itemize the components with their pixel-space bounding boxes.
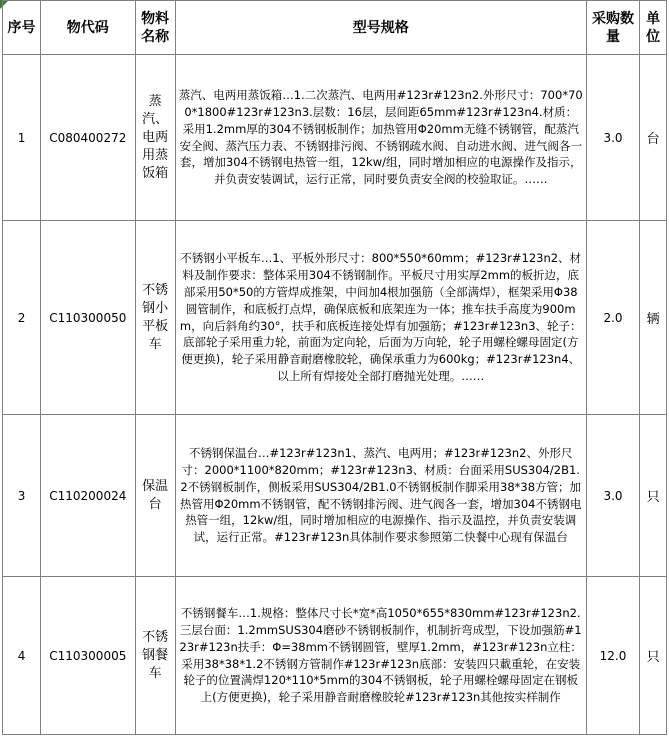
header-unit: 单位 — [640, 1, 667, 55]
cell-unit: 台 — [640, 55, 667, 221]
cell-spec: 不锈钢餐车…1.规格：整体尺寸长*宽*高1050*655*830mm#123r#123n2.三层台面：1.2mmSUS304磨砂不锈钢板制作，机制折弯成型，下设加强筋#123r#123n扶手：Φ=38mm不锈钢圆管，壁厚1.2mm，#123r#123n立柱：采用38*38*1.2不锈钢方管制作#123r#123n底部：安装四只載重轮，在安装轮子的位置满焊120*110*5mm的304不锈钢板，轮子用螺栓螺母固定在钢板上(方便更换)，轮子采用静音耐磨橡胶轮#123r#123n其他按实样制作 — [175, 577, 586, 735]
header-spec: 型号规格 — [175, 1, 586, 55]
cell-name: 不锈钢餐车 — [135, 577, 175, 735]
cell-code: C110300005 — [41, 577, 136, 735]
cell-spec: 不锈钢小平板车…1、平板外形尺寸：800*550*60mm；#123r#123n2、材料及制作要求：整体采用304不锈钢制作。平板尺寸用实厚2mm的板折边，底部采用50*50的方管焊成推架，中间加4根加强筋（全部满焊），框架采用Φ38圆管制作，和底板打点焊，确保底板和底架连为一体；推车扶手高度为900mm，向后斜角约30°，扶手和底板连接处焊有加强筋；#123r#123n3、轮子：底部轮子采用重力轮，前面为定向轮，后面为万向轮，轮子用螺栓螺母固定(方便更换)，轮子采用静音耐磨橡胶轮，确保承重力为600kg；#123r#123n4、以上所有焊接处全部打磨抛光处理。…… — [175, 221, 586, 415]
table-row — [3, 415, 667, 577]
table-row — [3, 221, 667, 415]
cell-code: C080400272 — [41, 55, 136, 221]
cell-seq: 3 — [3, 415, 41, 577]
header-row — [3, 1, 667, 55]
header-code: 物代码 — [41, 1, 136, 55]
header-seq: 序号 — [3, 1, 41, 55]
cell-qty: 3.0 — [586, 55, 639, 221]
cell-spec: 蒸汽、电两用蒸饭箱…1.二次蒸汽、电两用#123r#123n2.外形尺寸：700*700*1800#123r#123n3.层数：16层，层间距65mm#123r#123n4.材质：采用1.2mm厚的304不锈钢板制作；加热管用Φ20mm无缝不锈钢管，配蒸汽安全阀、蒸汽压力表、不锈钢排污阀、不锈钢疏水阀、自动进水阀、进气阀各一套，增加304不锈钢电热管一组，12kw/组，同时增加相应的电源操作及指示，并负责安装调试，运行正常，同时要负责安全阀的校验取证。…… — [175, 55, 586, 221]
cell-qty: 12.0 — [586, 577, 639, 735]
cell-qty: 3.0 — [586, 415, 639, 577]
cell-qty: 2.0 — [586, 221, 639, 415]
cell-seq: 1 — [3, 55, 41, 221]
cell-unit: 只 — [640, 415, 667, 577]
header-qty: 采购数量 — [586, 1, 639, 55]
cell-name: 蒸汽、电两用蒸饭箱 — [135, 55, 175, 221]
procurement-table — [2, 0, 667, 735]
cell-code: C110300050 — [41, 221, 136, 415]
cell-seq: 4 — [3, 577, 41, 735]
header-name: 物料名称 — [135, 1, 175, 55]
cell-unit: 辆 — [640, 221, 667, 415]
cell-unit: 只 — [640, 577, 667, 735]
cell-seq: 2 — [3, 221, 41, 415]
table-row — [3, 55, 667, 221]
cell-spec: 不锈钢保温台…#123r#123n1、蒸汽、电两用；#123r#123n2、外形尺寸：2000*1100*820mm；#123r#123n3、材质：台面采用SUS304/2B1.2不锈钢板制作，侧板采用SUS304/2B1.0不锈钢板制作脚采用38*38方管；加热管用Φ20mm不锈钢管，配不锈钢排污阀、进气阀各一套，增加304不锈钢电热管一组，12kw/组，同时增加相应的电源操作、指示及温控，并负责安装调试，运行正常。#123r#123n具体制作要求参照第二快餐中心现有保温台 — [175, 415, 586, 577]
cell-name: 保温台 — [135, 415, 175, 577]
cell-code: C110200024 — [41, 415, 136, 577]
table-row — [3, 577, 667, 735]
cell-name: 不锈钢小平板车 — [135, 221, 175, 415]
